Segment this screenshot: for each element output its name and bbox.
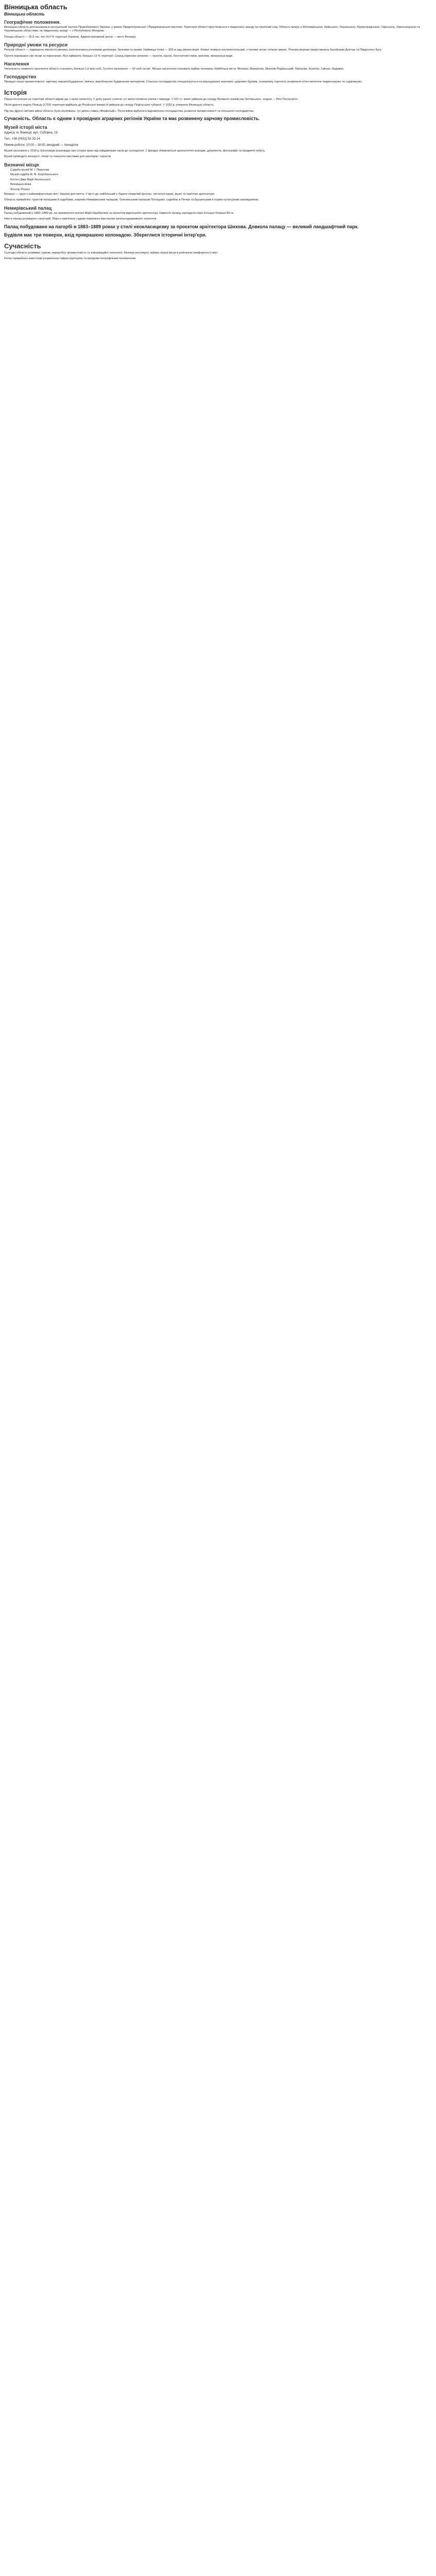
museum-info [4,131,432,147]
palace-paragraph: Палац побудований у 1883–1889 рр. на замовлення княгині Марії Щербатової за проєктом віденського архітектора. Навколо палацу закладено парк площею близько 80 га. [4,211,234,215]
section-paragraph: Чисельність наявного населення області становить близько 1,6 млн осіб. Густота населення — 60 осіб на км². Міське населення становить майже половину. Найбільші міста: Вінниця, Жмеринка, Могилів-Подільський, Хмільник, Козятин, Гайсин, Ладижин. [4,67,345,71]
section-paragraph: Вінницька область розташована в центральній частині Правобережної України, у межах Придністровської і Придніпровської височин. Територія області простягається з південного заходу на північний схід. Область межує з Житомирською, Київською, Черкаською, Кіровоградською, Одеською, Хмельницькою та Чернівецькою областями, на південному заході — з Республікою Молдова. [4,26,420,33]
section-heading: Природні умови та ресурси [4,42,68,48]
history-paragraph: Перші поселення на території області відомі ще з часів палеоліту. У добу ранніх слов'ян тут жили племена уличів і тиверців. У XIV ст. землі увійшли до складу Великого князівства Литовського, згодом — Речі Посполитої. [4,97,299,101]
places-text [4,193,432,202]
place-item: Фонтан Рошен [10,188,30,191]
place-item: Вінницька вежа [10,183,31,187]
modern-paragraph: Сьогодні область розвиває туризм, переробну промисловість та інформаційні технології. Вінниця регулярно займає перші місця в рейтингах комфортності міст. [4,251,218,255]
place-item: Садиба-музей М. І. Пирогова [10,168,49,172]
museum-info-line: Адреса: м. Вінниця, вул. Соборна, 19 [4,131,58,135]
history-paragraph: Під час Другої світової війни область була окупована, тут діяла ставка «Вервольф». Після війни відбулося відновлення господарства, розвиток промисловості та сільського господарства. [4,109,254,113]
history-paragraph: Після другого поділу Польщі (1793) територія відійшла до Російської імперії й увійшла до складу Подільської губернії. У 1932 р. утворено Вінницьку область. [4,104,215,107]
places-paragraph: Вінниця — одне з найкомфортніших міст України для життя. У місті діє найбільший у Європі плавучий фонтан, численні парки, музеї та пам'ятки архітектури. [4,192,215,196]
palace-heading: Немирівський палац [4,205,52,211]
museum-paragraph: Музей засновано у 1918 р. Експозиція розповідає про історію краю від найдавніших часів до сьогодення. У фондах зберігаються археологічні знахідки, документи, фотографії та предмети побуту. [4,149,266,153]
places-paragraph: Область приваблює туристів палацами й садибами, зокрема Немирівським палацом, Тульчинським палацом Потоцьких, садибою в Печері та Бушанським історико-культурним заповідником. [4,198,259,202]
museum-heading: Музей історії міста [4,125,47,130]
museum-paragraph: Музей проводить екскурсії, лекції та тематичні виставки для школярів і туристів. [4,155,112,159]
museum-info-line: Режим роботи: 10:00 – 18:00, вихідний — понеділок [4,144,79,147]
section-heading: Населення [4,61,29,67]
history-heading: Історія [4,88,27,96]
page-title: Вінницька область [4,3,67,11]
section-heading: Географічне положення. [4,20,61,25]
highlight-text-2: Палац побудовано на пагорбі в 1883–1889 роках у стилі неокласицизму за проєктом архітектора Шихова. Довкола палацу — великий ландшафтний парк. [4,224,359,229]
place-item: Музей-садиба М. М. Коцюбинського [10,173,59,177]
museum-info-line: Тел.: +38 (0432) 52-32-14 [4,138,40,141]
highlight-text-1: Сучасність. Область є одним з провідних аграрних регіонів України та має розвинену харчову промисловість. [4,116,260,122]
section-heading: Господарство [4,74,37,80]
section-paragraph: Ґрунти переважно сірі лісові та чорноземи. Ліси займають близько 13 % території. Серед корисних копалин — граніти, каолін, бентонітові глини, вапняки, мінеральні води. [4,54,233,58]
palace-paragraph: Нині в палаці розміщено санаторій. Парк є пам'яткою садово-паркового мистецтва загальнодержавного значення. [4,217,157,221]
page-subtitle: Вінницька область [4,12,45,16]
places-heading: Визначні місця [4,162,39,167]
modern-paragraph: Регіон приваблює інвесторів розвиненою інфраструктурою та вигідним географічним положенням. [4,257,136,260]
place-item: Костел Діви Марії Ангельської [10,178,51,181]
history-text [4,98,432,113]
modern-heading: Сучасність [4,242,41,250]
page [0,0,436,261]
museum-text [4,149,432,159]
section-paragraph: Площа області — 26,5 тис. км² (4,4 % території України). Адміністративний центр — місто Вінниця. [4,35,136,39]
highlight-text-3: Будівля має три поверхи, вхід прикрашено колонадою. Збереглися історичні інтер'єри. [4,232,206,238]
places-list [4,168,432,192]
modern-text [4,251,432,261]
section-paragraph: Провідні галузі промисловості: харчова, машинобудування, хімічна, виробництво будівельних матеріалів. Сільське господарство спеціалізується на вирощуванні зернових, цукрових буряків, соняшнику, картоплі; розвинене м'ясо-молочне тваринництво та садівництво. [4,80,363,84]
palace-text [4,212,432,222]
section-paragraph: Рельєф області — підвищена хвиляста рівнина, розчленована річковими долинами, балками та ярами. Найвища точка — 365 м над рівнем моря. Клімат помірно континентальний, з теплим літом і м'якою зимою. Річкова мережа представлена басейнами Дністра та Південного Бугу. [4,48,382,52]
sections [4,20,432,84]
